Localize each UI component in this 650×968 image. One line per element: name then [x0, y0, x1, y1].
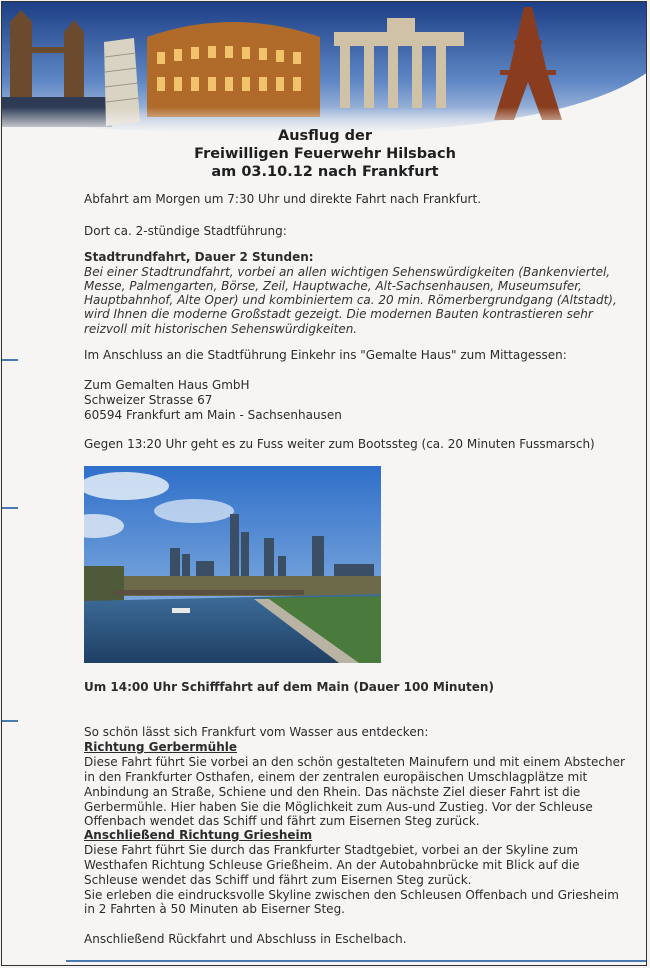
lunch-intro: Im Anschluss an die Stadtführung Einkehr ins "Gemalte Haus" zum Mittagessen: [84, 348, 567, 362]
city-tour-line: reizvoll mit historischen Sehenswürdigkeiten. [84, 322, 358, 336]
address-line: 60594 Frankfurt am Main - Sachsenhausen [84, 408, 342, 422]
section-line: Schleuse wendet das Schiff und fährt zum Eisernen Steg zurück. [84, 873, 472, 887]
address-line: Zum Gemalten Haus GmbH [84, 378, 250, 392]
boat-heading: Um 14:00 Uhr Schifffahrt auf dem Main (Dauer 100 Minuten) [84, 680, 494, 694]
section-line: Gerbermühle. Hier haben Sie die Möglichkeit zum Aus-und Zustieg. Vor der Schleuse [84, 800, 593, 814]
section-line: Anbindung an Straße, Schiene und den Rhein. Das nächste Ziel dieser Fahrt ist die [84, 785, 581, 799]
section-line: Westhafen Richtung Schleuse Grießheim. An der Autobahnbrücke mit Blick auf die [84, 858, 580, 872]
section-line: Offenbach wendet das Schiff und fährt zum Eisernen Steg zurück. [84, 814, 480, 828]
frankfurt-skyline-photo [84, 466, 381, 663]
boat-intro: So schön lässt sich Frankfurt vom Wasser aus entdecken: [84, 725, 429, 739]
landmarks-banner [2, 2, 647, 132]
city-tour-line: Messe, Palmengarten, Börse, Zeil, Hauptwache, Alt-Sachsenhausen, Museumsufer, [84, 279, 582, 293]
section-line: Sie erleben die eindrucksvolle Skyline zwischen den Schleusen Offenbach und Griesheim [84, 888, 619, 902]
closing-text: Anschließend Rückfahrt und Abschluss in Eschelbach. [84, 932, 407, 946]
city-tour-line: wird Ihnen die moderne Großstadt gezeigt. Die modernen Bauten kontrastieren sehr [84, 307, 593, 321]
walk-text: Gegen 13:20 Uhr geht es zu Fuss weiter zum Bootssteg (ca. 20 Minuten Fussmarsch) [84, 437, 595, 451]
address-line: Schweizer Strasse 67 [84, 393, 213, 407]
page [1, 1, 647, 966]
section-line: Diese Fahrt führt Sie durch das Frankfurter Stadtgebiet, vorbei an der Skyline zum [84, 843, 579, 857]
section-heading-gerbermuehle: Richtung Gerbermühle [84, 740, 237, 754]
landmarks-banner-image [2, 2, 647, 132]
bottom-rule [66, 960, 646, 962]
city-tour-line: Bei einer Stadtrundfahrt, vorbei an allen wichtigen Sehenswürdigkeiten (Bankenviertel, [84, 265, 611, 279]
departure-text: Abfahrt am Morgen um 7:30 Uhr und direkte Fahrt nach Frankfurt. [84, 192, 482, 206]
title-line-3: am 03.10.12 nach Frankfurt [211, 164, 439, 180]
section-line: in den Frankfurter Osthafen, einem der zentralen europäischen Umschlagplätze mit [84, 770, 588, 784]
city-tour-heading: Stadtrundfahrt, Dauer 2 Stunden: [84, 250, 314, 264]
margin-tick [2, 507, 18, 509]
city-tour-line: Hauptbahnhof, Alte Oper) und kombiniertem ca. 20 min. Römerbergrundgang (Altstadt), [84, 293, 617, 307]
margin-tick [2, 720, 18, 722]
margin-tick [2, 359, 18, 361]
title-line-2: Freiwilligen Feuerwehr Hilsbach [194, 146, 456, 162]
section-line: Diese Fahrt führt Sie vorbei an den schön gestalteten Mainufern und mit einem Abstecher [84, 755, 625, 769]
section-heading-griesheim: Anschließend Richtung Griesheim [84, 828, 313, 842]
title-line-1: Ausflug der [277, 128, 373, 144]
tour-note: Dort ca. 2-stündige Stadtführung: [84, 224, 287, 238]
section-line: in 2 Fahrten à 50 Minuten ab Eiserner Steg. [84, 902, 345, 916]
